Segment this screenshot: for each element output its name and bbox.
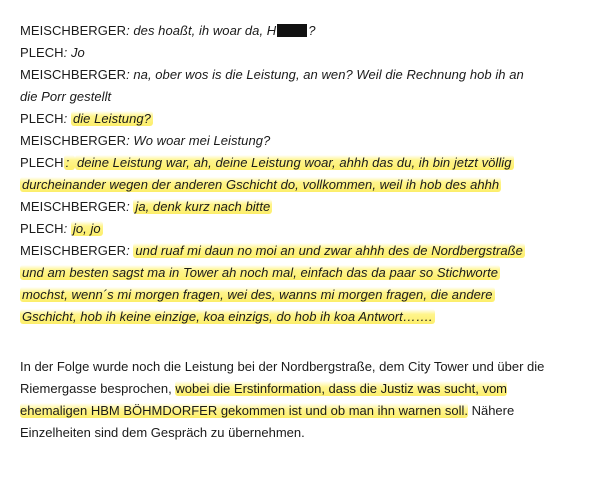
summary-text-plain: Nähere bbox=[467, 403, 515, 418]
utterance-continuation-highlighted: und am besten sagst ma in Tower ah noch mal, einfach das da paar so Stichworte bbox=[22, 265, 499, 280]
summary-line-1 bbox=[20, 356, 544, 377]
utterance-continuation-highlighted: durcheinander wegen der anderen Gschicht do, vollkommen, weil ih hob des ahhh bbox=[22, 177, 500, 192]
utterance-text: Jo bbox=[70, 45, 85, 60]
utterance-text: Wo woar mei Leistung? bbox=[133, 133, 271, 148]
speaker-name: MEISCHBERGER bbox=[20, 133, 127, 148]
summary-line-4 bbox=[20, 422, 305, 443]
transcript-line-3: MEISCHBERGER: na, ober wos is die Leistung, an wen? Weil die Rechnung hob ih an bbox=[20, 67, 524, 82]
utterance-text-end: ? bbox=[308, 23, 316, 38]
utterance-text-highlighted: ja, denk kurz nach bitte bbox=[135, 199, 271, 214]
summary-text: In der Folge wurde noch die Leistung bei der Nordbergstraße, dem City Tower und über die bbox=[20, 359, 545, 374]
utterance-continuation: die Porr gestellt bbox=[20, 89, 112, 104]
transcript-line-8: PLECH: jo, jo bbox=[20, 221, 101, 236]
utterance-text-highlighted: die Leistung? bbox=[72, 111, 151, 126]
transcript-line-3-cont bbox=[20, 89, 111, 105]
utterance-text-highlighted: jo, jo bbox=[72, 221, 101, 236]
speaker-name: PLECH bbox=[20, 155, 64, 170]
summary-text-highlighted: ehemaligen HBM BÖHMDORFER gekommen ist und ob man ihn warnen soll. bbox=[20, 403, 468, 418]
speaker-name: MEISCHBERGER bbox=[20, 199, 127, 214]
summary-text-plain: Riemergasse besprochen, bbox=[20, 381, 176, 396]
utterance-continuation-highlighted: mochst, wenn´s mi morgen fragen, wei des, wanns mi morgen fragen, die andere bbox=[22, 287, 493, 302]
redaction-box bbox=[277, 24, 307, 37]
transcript-line-1: MEISCHBERGER: des hoaßt, ih woar da, H ? bbox=[20, 23, 316, 38]
transcript-line-9: MEISCHBERGER: und ruaf mi daun no moi an und zwar ahhh des de Nordbergstraße bbox=[20, 243, 523, 258]
speaker-name: PLECH bbox=[20, 111, 64, 126]
utterance-text: des hoaßt, ih woar da, H bbox=[133, 23, 277, 38]
transcript-line-9-cont-1 bbox=[20, 265, 500, 281]
speaker-name: MEISCHBERGER bbox=[20, 243, 127, 258]
transcript-line-4: PLECH: die Leistung? bbox=[20, 111, 151, 126]
transcript-line-9-cont-2 bbox=[20, 287, 495, 303]
speaker-name: MEISCHBERGER bbox=[20, 23, 127, 38]
summary-text-highlighted: wobei die Erstinformation, dass die Justiz was sucht, vom bbox=[175, 381, 507, 396]
utterance-continuation-highlighted: Gschicht, hob ih keine einzige, koa einzigs, do hob ih koa Antwort……. bbox=[22, 309, 433, 324]
transcript-line-6: PLECH : deine Leistung war, ah, deine Leistung woar, ahhh das du, ih bin jetzt völlig bbox=[20, 155, 512, 170]
speaker-name: PLECH bbox=[20, 221, 64, 236]
utterance-text-highlighted: und ruaf mi daun no moi an und zwar ahhh des de Nordbergstraße bbox=[135, 243, 523, 258]
utterance-text-highlighted: deine Leistung war, ah, deine Leistung woar, ahhh das du, ih bin jetzt völlig bbox=[76, 155, 512, 170]
utterance-text: na, ober wos is die Leistung, an wen? Weil die Rechnung hob ih an bbox=[133, 67, 524, 82]
transcript-line-6-cont bbox=[20, 177, 501, 193]
speaker-name: PLECH bbox=[20, 45, 64, 60]
summary-line-2 bbox=[20, 378, 507, 399]
transcript-line-9-cont-3 bbox=[20, 309, 435, 325]
speaker-name: MEISCHBERGER bbox=[20, 67, 127, 82]
transcript-line-7: MEISCHBERGER: ja, denk kurz nach bitte bbox=[20, 199, 271, 214]
summary-text: Einzelheiten sind dem Gespräch zu übernehmen. bbox=[20, 425, 305, 440]
transcript-line-5: MEISCHBERGER: Wo woar mei Leistung? bbox=[20, 133, 271, 148]
transcript-line-2: PLECH: Jo bbox=[20, 45, 85, 60]
summary-line-3 bbox=[20, 400, 514, 421]
